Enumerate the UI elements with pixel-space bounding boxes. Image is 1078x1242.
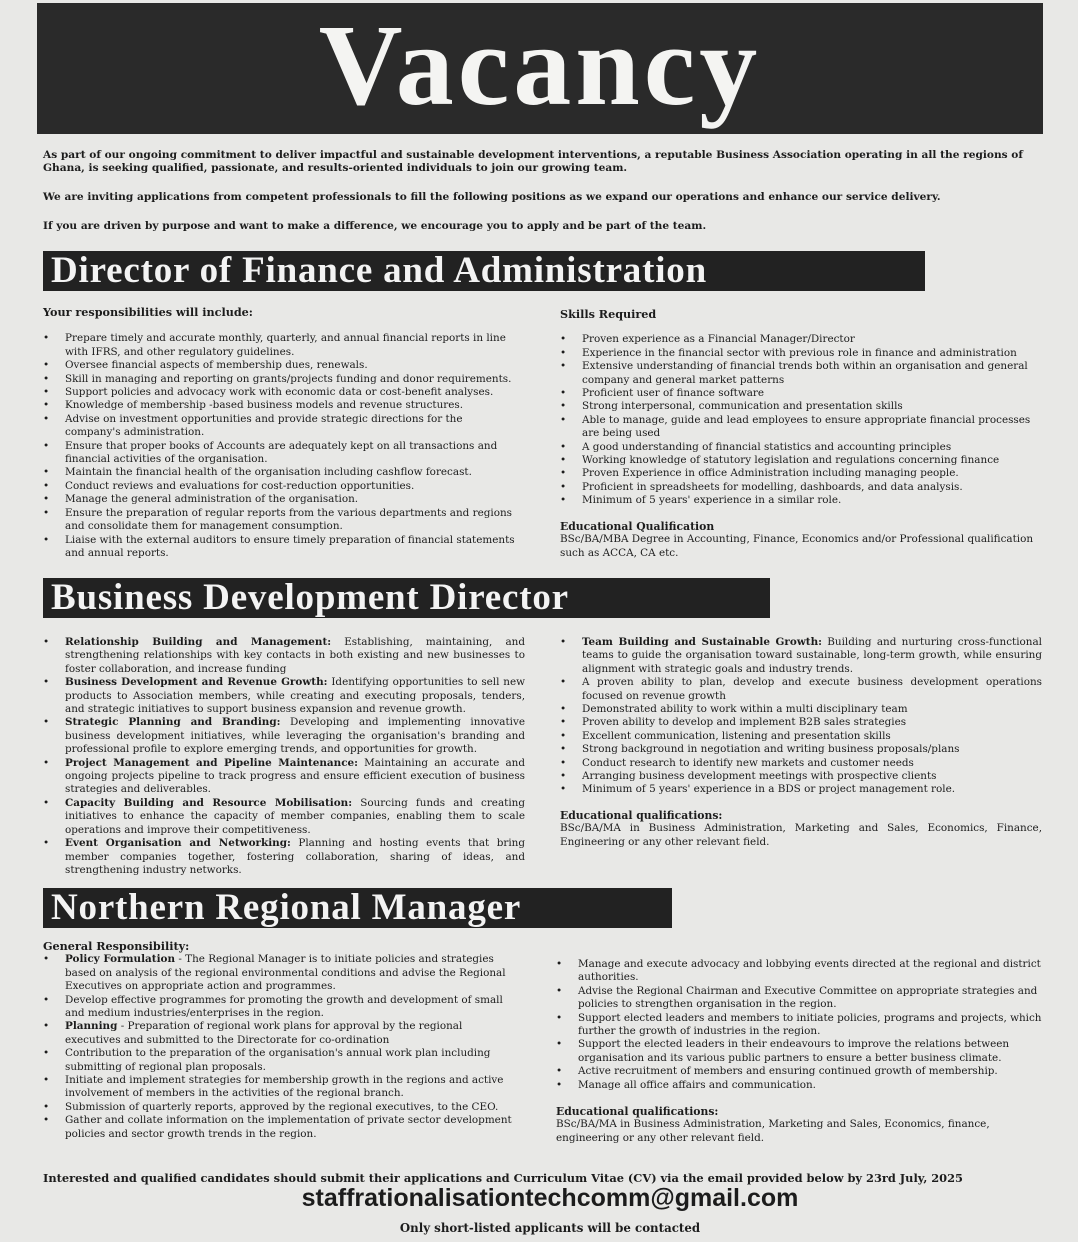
northern-edu-text: BSc/BA/MA in Business Administration, Marketing and Sales, Economics, finance, engineering or any other relevant field. [556,1118,990,1144]
finance-skills-list [560,333,1042,507]
list-item: • Policy Formulation - The Regional Manager is to initiate policies and strategies based on analysis of the regional environmental conditions and advise the Regional Executives on appropriate action and programmes. [43,953,515,993]
list-item: • Knowledge of membership -based business models and revenue structures. [43,399,515,412]
finance-edu-text: BSc/BA/MBA Degree in Accounting, Finance, Economics and/or Professional qualification such as ACCA, CA etc. [560,533,1034,559]
intro-paragraph-3: If you are driven by purpose and want to make a difference, we encourage you to apply and be part of the team. [43,220,707,232]
list-item: • Event Organisation and Networking: Planning and hosting events that bring member companies together, fostering collaboration, sharing of ideas, and strengthening industry networks. [43,837,525,877]
list-item: • Arranging business development meetings with prospective clients [560,770,1042,783]
list-item: • Strategic Planning and Branding: Developing and implementing innovative business development initiatives, while leveraging the organisation's branding and professional profile to explore emerging trends, and opportunities for growth. [43,716,525,756]
intro-paragraph-2: We are inviting applications from competent professionals to fill the following positions as we expand our operations and enhance our service delivery. [43,191,941,203]
list-item: • Conduct research to identify new markets and customer needs [560,757,1042,770]
list-item: • Excellent communication, listening and presentation skills [560,730,1042,743]
finance-resp-heading: Your responsibilities will include: [43,305,253,319]
vacancy-banner [37,3,1043,134]
list-item: • Advise on investment opportunities and provide strategic directions for the company's administration. [43,413,515,440]
list-item: • Manage and execute advocacy and lobbying events directed at the regional and district authorities. [556,958,1042,985]
list-item: • Strong background in negotiation and writing business proposals/plans [560,743,1042,756]
bizdev-right-column [560,636,1042,849]
finance-responsibilities [43,306,515,560]
northern-right-list [556,958,1042,1092]
list-item: • Proven experience as a Financial Manager/Director [560,333,1042,346]
shortlist-note: Only short-listed applicants will be contacted [399,1221,701,1235]
northern-left-list [43,953,515,1141]
list-item: • Skill in managing and reporting on grants/projects funding and donor requirements. [43,373,515,386]
list-item: • Able to manage, guide and lead employees to ensure appropriate financial processes are being used [560,414,1042,441]
list-item: • Liaise with the external auditors to ensure timely preparation of financial statements and annual reports. [43,534,515,561]
list-item: • Support policies and advocacy work with economic data or cost-benefit analyses. [43,386,515,399]
finance-skills [560,308,1042,560]
list-item: • Ensure the preparation of regular reports from the various departments and regions and consolidate them for management consumption. [43,507,515,534]
list-item: • Manage all office affairs and communication. [556,1079,1042,1092]
list-item: • Relationship Building and Management: Establishing, maintaining, and strengthening relationships with key contacts in both existing and new businesses to foster collaboration, and increase funding [43,636,525,676]
list-item: • Submission of quarterly reports, approved by the regional executives, to the CEO. [43,1101,515,1114]
list-item: • Experience in the financial sector with previous role in finance and administration [560,347,1042,360]
list-item: • A good understanding of financial statistics and accounting principles [560,441,1042,454]
list-item: • Contribution to the preparation of the organisation's annual work plan including submitting of regional plan proposals. [43,1047,515,1074]
intro-paragraph-1: As part of our ongoing commitment to deliver impactful and sustainable development interventions, a reputable Business Association operating in all the regions of Ghana, is seeking qualified, passionate, and results-oriented individuals to join our growing team. [43,149,1023,174]
list-item: • Business Development and Revenue Growth: Identifying opportunities to sell new products to Association members, while creating and executing proposals, tenders, and strategic initiatives to support business expansion and revenue growth. [43,676,525,716]
list-item: • Team Building and Sustainable Growth: Building and nurturing cross-functional teams to guide the organisation toward sustainable, long-term growth, while ensuring alignment with strategic goals and industry trends. [560,636,1042,676]
northern-section-title: Northern Regional Manager [43,888,672,928]
list-item: • Active recruitment of members and ensuring continued growth of membership. [556,1065,1042,1078]
list-item: • Initiate and implement strategies for membership growth in the regions and active involvement of members in the activities of the regional branch. [43,1074,515,1101]
bizdev-left-column [43,636,525,877]
bizdev-right-list [560,636,1042,676]
list-item: • Gather and collate information on the implementation of private sector development policies and sector growth trends in the region. [43,1114,515,1141]
list-item: • Minimum of 5 years' experience in a similar role. [560,494,1042,507]
list-item: • Proficient user of finance software [560,387,1042,400]
list-item: • Working knowledge of statutory legislation and regulations concerning finance [560,454,1042,467]
list-item: • Demonstrated ability to work within a multi disciplinary team [560,703,1042,716]
list-item: • Maintain the financial health of the organisation including cashflow forecast. [43,466,515,479]
list-item: • Support elected leaders and members to initiate policies, programs and projects, which further the growth of industries in the region. [556,1012,1042,1039]
list-item: • Extensive understanding of financial trends both within an organisation and general company and general market patterns [560,360,1042,387]
northern-right-column [556,958,1042,1145]
list-item: • Strong interpersonal, communication and presentation skills [560,400,1042,413]
bizdev-left-list [43,636,525,877]
finance-edu-heading: Educational Qualification [560,519,715,533]
list-item: • Develop effective programmes for promoting the growth and development of small and medium industries/enterprises in the region. [43,994,515,1021]
banner-title: Vacancy [318,1,762,130]
application-email[interactable]: staffrationalisationtechcomm@gmail.com [301,1184,799,1212]
list-item: • Minimum of 5 years' experience in a BDS or project management role. [560,783,1042,796]
list-item: • Support the elected leaders in their endeavours to improve the relations between organisation and its various public partners to ensure a better business climate. [556,1038,1042,1065]
list-item: • Proven ability to develop and implement B2B sales strategies [560,716,1042,729]
list-item: • Ensure that proper books of Accounts are adequately kept on all transactions and financial activities of the organisation. [43,440,515,467]
northern-left-column [43,940,515,1141]
bizdev-skills-list [560,676,1042,797]
finance-skills-heading: Skills Required [560,307,657,321]
list-item: • Advise the Regional Chairman and Executive Committee on appropriate strategies and policies to strengthen organisation in the region. [556,985,1042,1012]
list-item: • Planning - Preparation of regional work plans for approval by the regional executives and submitted to the Directorate for co-ordination [43,1020,515,1047]
list-item: • Project Management and Pipeline Maintenance: Maintaining an accurate and ongoing projects pipeline to track progress and ensure efficient execution of business strategies and deliverables. [43,757,525,797]
bizdev-section-title: Business Development Director [43,578,770,618]
list-item: • A proven ability to plan, develop and execute business development operations focused on revenue growth [560,676,1042,703]
list-item: • Oversee financial aspects of membership dues, renewals. [43,359,515,372]
northern-gen-heading: General Responsibility: [43,939,190,953]
northern-edu-heading: Educational qualifications: [556,1105,719,1119]
list-item: • Proficient in spreadsheets for modelling, dashboards, and data analysis. [560,481,1042,494]
application-instructions: Interested and qualified candidates should submit their applications and Curriculum Vitae (CV) via the email provided below by 23rd July, 2025 [43,1171,963,1185]
list-item: • Manage the general administration of the organisation. [43,493,515,506]
finance-section-title: Director of Finance and Administration [43,251,925,291]
list-item: • Prepare timely and accurate monthly, quarterly, and annual financial reports in line with IFRS, and other regulatory guidelines. [43,332,515,359]
list-item: • Proven Experience in office Administration including managing people. [560,467,1042,480]
bizdev-edu-heading: Educational qualifications: [560,808,723,822]
list-item: • Capacity Building and Resource Mobilisation: Sourcing funds and creating initiatives to enhance the capacity of member companies, enabling them to scale operations and improve their competitiveness. [43,797,525,837]
bizdev-edu-text: BSc/BA/MA in Business Administration, Marketing and Sales, Economics, Finance, Engineering or any other relevant field. [560,822,1042,848]
finance-resp-list [43,332,515,560]
list-item: • Conduct reviews and evaluations for cost-reduction opportunities. [43,480,515,493]
